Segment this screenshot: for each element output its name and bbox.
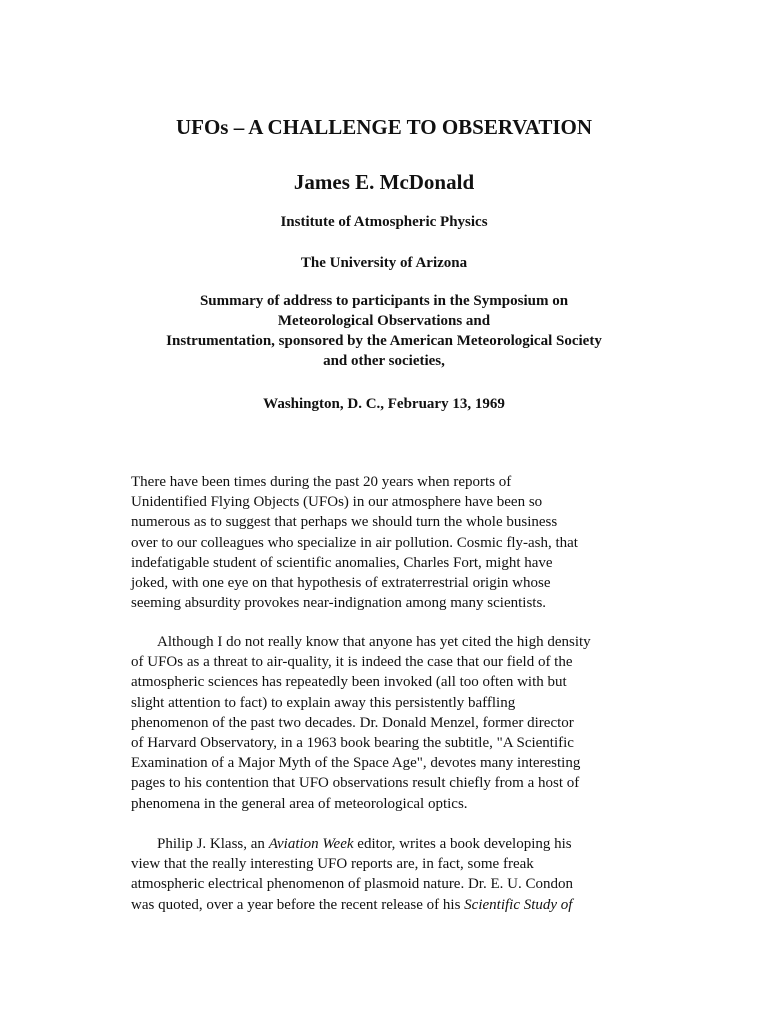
summary-line: Summary of address to participants in the Symposium on bbox=[199, 293, 569, 309]
text-line: indefatigable student of scientific anomalies, Charles Fort, might have bbox=[131, 554, 553, 571]
text-line: seeming absurdity provokes near-indignation among many scientists. bbox=[131, 595, 547, 612]
text-line: view that the really interesting UFO reports are, in fact, some freak bbox=[131, 856, 534, 873]
text-fragment: editor, writes a book developing his bbox=[353, 836, 572, 852]
text-line: phenomenon of the past two decades. Dr. Donald Menzel, former director bbox=[131, 714, 574, 731]
address-summary bbox=[90, 291, 678, 371]
text-line: of UFOs as a threat to air-quality, it is indeed the case that our field of the bbox=[131, 654, 573, 671]
document-title: UFOs – A CHALLENGE TO OBSERVATION bbox=[175, 115, 593, 139]
dateline: Washington, D. C., February 13, 1969 bbox=[263, 396, 505, 412]
paragraph-1 bbox=[131, 472, 651, 613]
text-line: numerous as to suggest that perhaps we should turn the whole business bbox=[131, 514, 558, 531]
text-line: atmospheric sciences has repeatedly been invoked (all too often with but bbox=[131, 674, 567, 691]
summary-line: Instrumentation, sponsored by the American Meteorological Society bbox=[166, 333, 602, 349]
text-line: atmospheric electrical phenomenon of plasmoid nature. Dr. E. U. Condon bbox=[131, 876, 573, 893]
publication-title: Aviation Week bbox=[268, 836, 354, 852]
text-line: Although I do not really know that anyone has yet cited the high density bbox=[157, 634, 591, 650]
text-line bbox=[131, 834, 651, 854]
institute-name: Institute of Atmospheric Physics bbox=[280, 214, 488, 230]
text-line: slight attention to fact) to explain away this persistently baffling bbox=[131, 694, 516, 711]
university-name: The University of Arizona bbox=[300, 255, 468, 271]
summary-line: Meteorological Observations and bbox=[277, 313, 491, 329]
text-fragment: was quoted, over a year before the recent release of his bbox=[131, 896, 465, 913]
text-line: There have been times during the past 20 years when reports of bbox=[131, 474, 512, 490]
text-line: of Harvard Observatory, in a 1963 book bearing the subtitle, "A Scientific bbox=[131, 735, 574, 752]
text-line: Examination of a Major Myth of the Space Age", devotes many interesting bbox=[131, 755, 581, 772]
paragraph-2 bbox=[131, 632, 651, 814]
text-line bbox=[131, 895, 651, 915]
text-line: Unidentified Flying Objects (UFOs) in our atmosphere have been so bbox=[131, 494, 543, 511]
summary-line: and other societies, bbox=[323, 353, 445, 369]
paragraph-3 bbox=[131, 834, 651, 915]
text-line: joked, with one eye on that hypothesis of extraterrestrial origin whose bbox=[131, 575, 551, 592]
text-line: phenomena in the general area of meteorological optics. bbox=[131, 795, 468, 812]
author-name: James E. McDonald bbox=[293, 170, 475, 194]
text-line: over to our colleagues who specialize in air pollution. Cosmic fly-ash, that bbox=[131, 534, 578, 551]
text-fragment: Philip J. Klass, an bbox=[157, 836, 269, 852]
text-line: pages to his contention that UFO observations result chiefly from a host of bbox=[131, 775, 580, 792]
report-title: Scientific Study of bbox=[464, 896, 573, 913]
